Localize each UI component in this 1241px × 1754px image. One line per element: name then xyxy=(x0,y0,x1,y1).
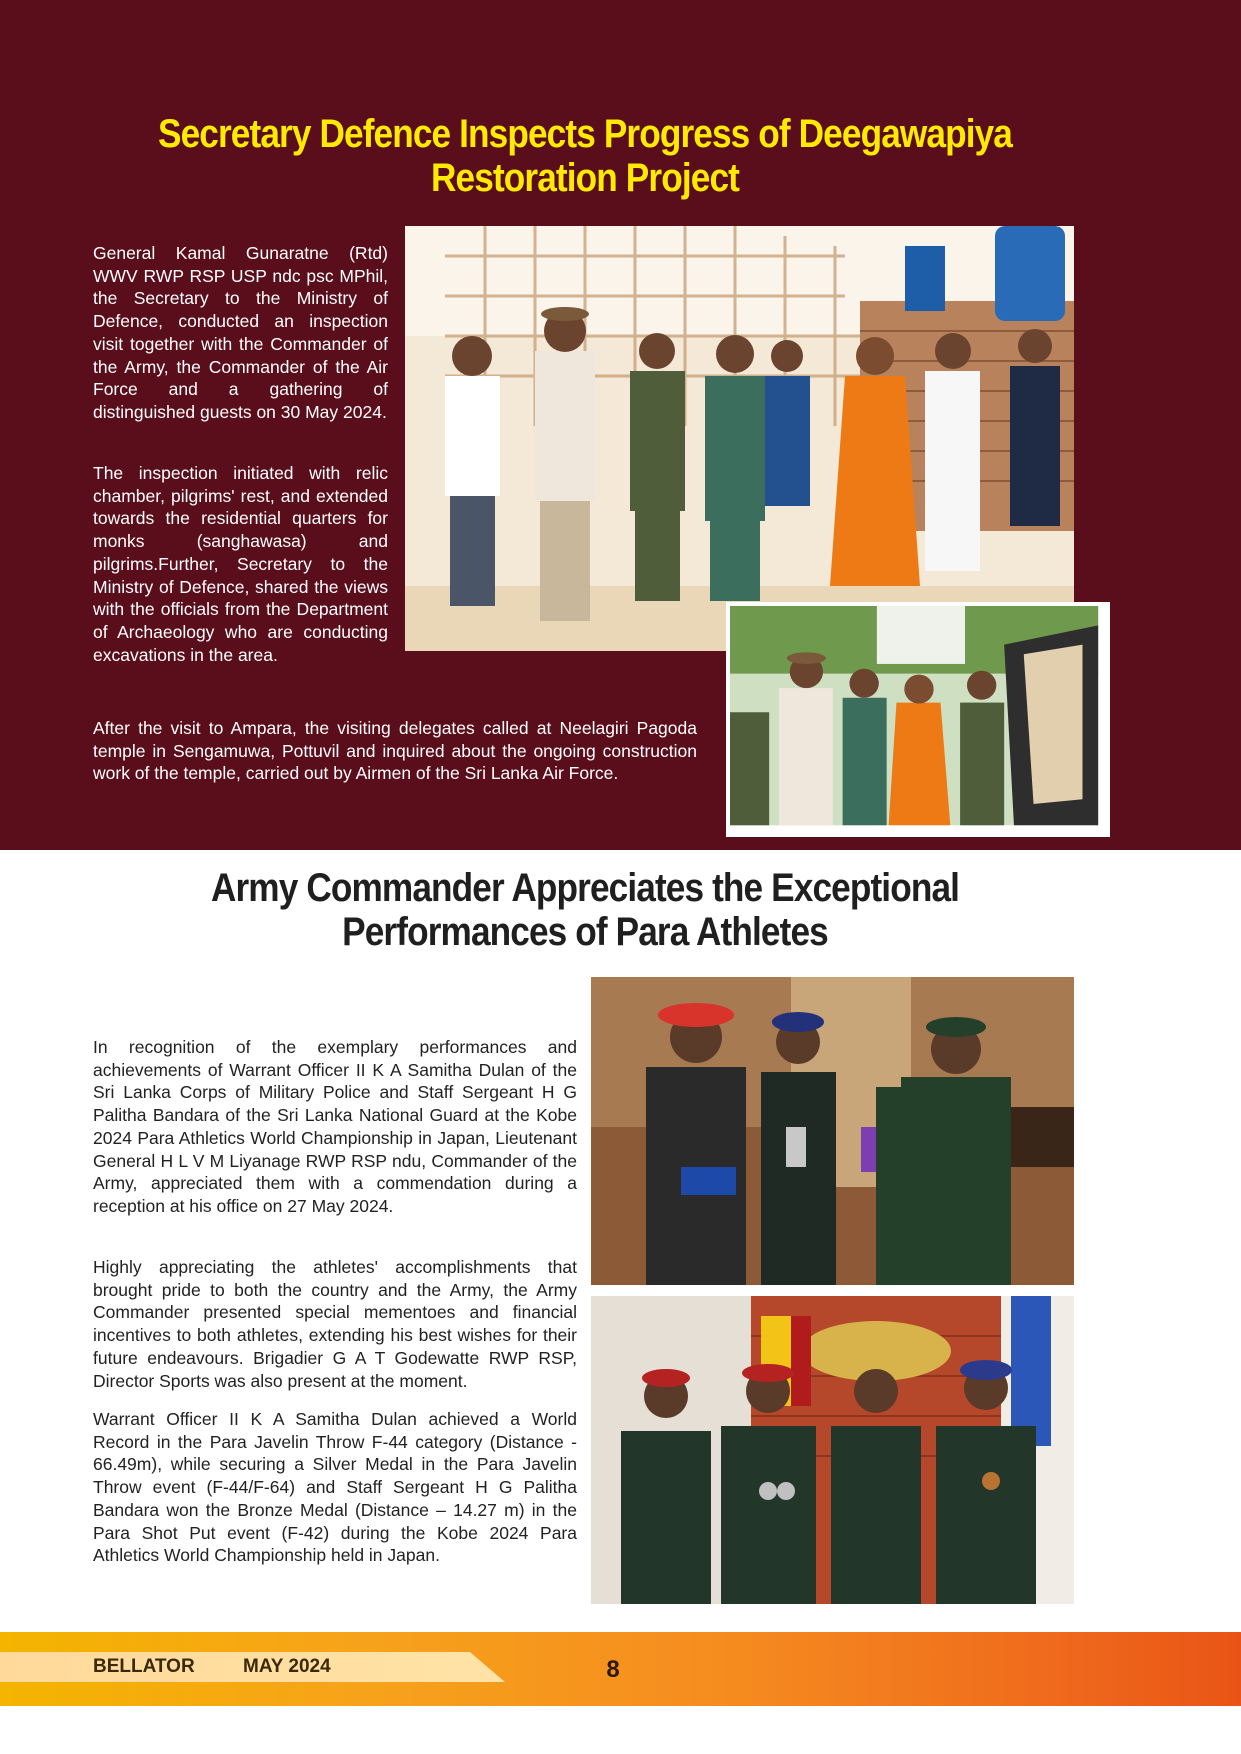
article-1-paragraph-2: The inspection initiated with relic chamber, pilgrims' rest, and extended towards the residential quarters for monks (sanghawasa) and pilgrims.Further, Secretary to the Ministry of Defence, shared the views with the officials from the Department of Archaeology who are conducting excavations in the area. xyxy=(93,463,388,665)
article-1-title xyxy=(141,112,1030,200)
magazine-name: BELLATOR xyxy=(93,1656,195,1677)
article-1-paragraph-3: After the visit to Ampara, the visiting delegates called at Neelagiri Pagoda temple in Sengamuwa, Pottuvil and inquired about the ongoing construction work of the temple, carried out by Airmen of the Sri Lanka Air Force. xyxy=(93,718,697,784)
article-2-title-line-2: Performances of Para Athletes xyxy=(342,910,828,954)
inspection-photo xyxy=(405,226,1074,651)
article-2-paragraph-3: Warrant Officer II K A Samitha Dulan achieved a World Record in the Para Javelin Throw F-44 category (Distance - 66.49m), while securing a Silver Medal in the Para Javelin Throw event (F-44/F-64) and Staff Sergeant H G Palitha Bandara won the Bronze Medal (Distance – 14.27 m) in the Para Shot Put event (F-42) during the Kobe 2024 Para Athletics World Championship held in Japan. xyxy=(93,1409,577,1566)
group-photo xyxy=(591,1296,1074,1604)
commendation-photo xyxy=(591,977,1074,1285)
article-2-paragraph-2: Highly appreciating the athletes' accomplishments that brought pride to both the country and the Army, the Army Commander presented special mementoes and financial incentives to both athletes, extending his best wishes for their future endeavours. Brigadier G A T Godewatte RWP RSP, Director Sports was also present at the moment. xyxy=(93,1257,577,1391)
article-1-title-line-2: Restoration Project xyxy=(431,156,739,200)
article-2-title-line-1: Army Commander Appreciates the Exceptional xyxy=(210,866,960,910)
article-2-paragraph-1: In recognition of the exemplary performances and achievements of Warrant Officer II K A Samitha Dulan of the Sri Lanka Corps of Military Police and Staff Sergeant H G Palitha Bandara of the Sri Lanka National Guard at the Kobe 2024 Para Athletics World Championship in Japan, Lieutenant General H L V M Liyanage RWP RSP ndu, Commander of the Army, appreciated them with a commendation during a reception at his office on 27 May 2024. xyxy=(93,1037,577,1216)
article-2-title xyxy=(141,866,1030,954)
page-number: 8 xyxy=(606,1656,620,1683)
article-1-title-line-1: Secretary Defence Inspects Progress of Deegawapiya xyxy=(157,112,1013,156)
article-1-paragraph-1: General Kamal Gunaratne (Rtd) WWV RWP RSP USP ndc psc MPhil, the Secretary to the Ministry of Defence, conducted an inspection visit together with the Commander of the Army, the Commander of the Air Force and a gathering of distinguished guests on 30 May 2024. xyxy=(93,243,388,422)
issue-date: MAY 2024 xyxy=(243,1656,331,1677)
temple-visit-photo xyxy=(726,602,1110,837)
